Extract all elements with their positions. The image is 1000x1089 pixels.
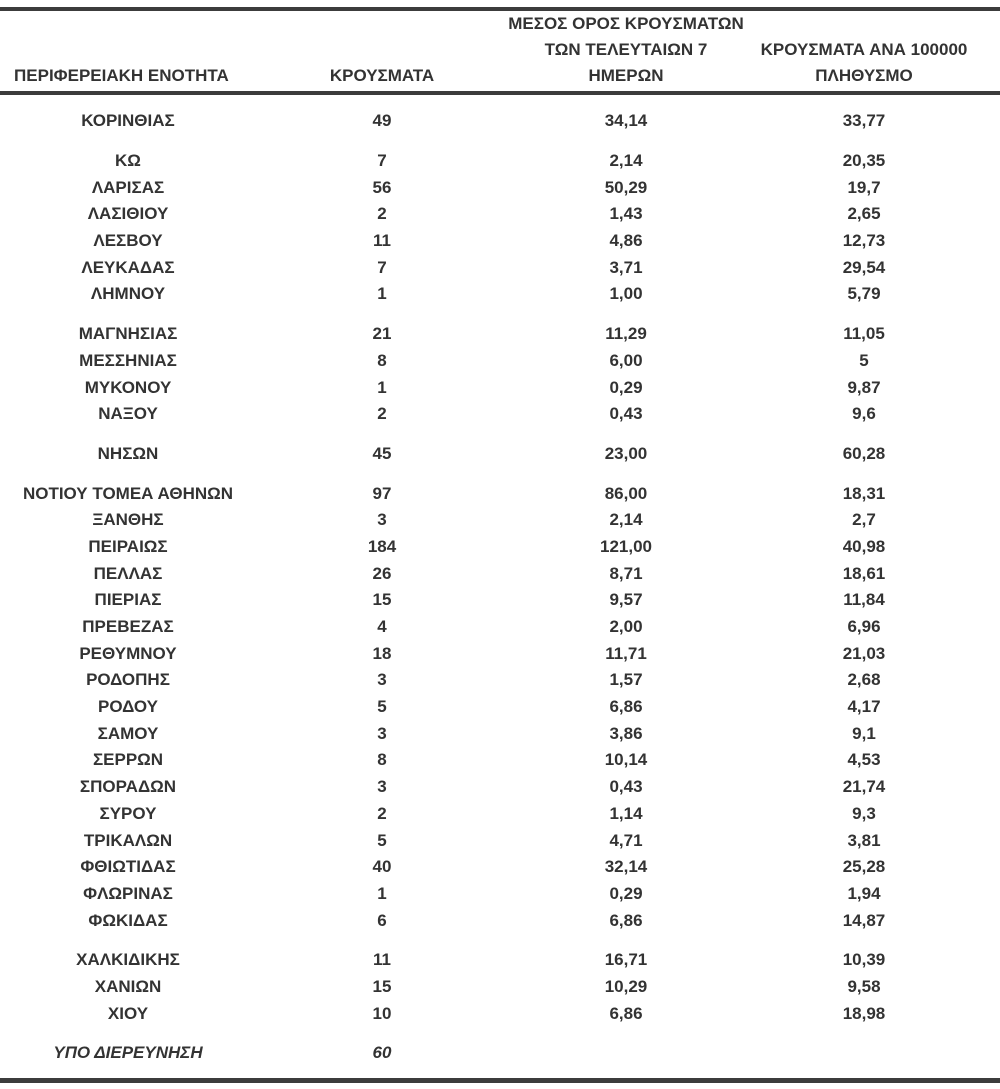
avg7-cell: 1,57 xyxy=(609,670,643,690)
table-row xyxy=(0,801,1000,828)
avg7-cell: 3,86 xyxy=(609,723,643,743)
region-name-cell: ΦΛΩΡΙΝΑΣ xyxy=(83,883,173,903)
table-header xyxy=(0,11,1000,89)
per100k-cell: 1,94 xyxy=(847,883,881,903)
table-row xyxy=(0,348,1000,375)
per100k-cell: 60,28 xyxy=(842,443,886,463)
table-row xyxy=(0,201,1000,228)
region-name-cell: ΣΠΟΡΑΔΩΝ xyxy=(79,777,177,797)
per100k-cell: 9,1 xyxy=(852,723,876,743)
header-avg7-line1: ΜΕΣΟΣ ΟΡΟΣ ΚΡΟΥΣΜΑΤΩΝ xyxy=(508,14,744,33)
header-avg7 xyxy=(508,11,744,91)
table-row xyxy=(0,534,1000,561)
region-name-cell: ΦΘΙΩΤΙΔΑΣ xyxy=(80,857,176,877)
table-row xyxy=(0,587,1000,614)
table-row xyxy=(0,881,1000,908)
region-name-cell: ΜΑΓΝΗΣΙΑΣ xyxy=(78,324,178,344)
region-name-cell: ΡΕΘΥΜΝΟΥ xyxy=(79,643,177,663)
header-per100k xyxy=(744,11,984,91)
table-row xyxy=(0,720,1000,747)
avg7-cell: 11,29 xyxy=(605,324,647,344)
table-row xyxy=(0,854,1000,881)
per100k-cell: 18,98 xyxy=(842,1003,886,1023)
header-avg7-line3: ΗΜΕΡΩΝ xyxy=(588,66,664,85)
cases-cell: 18 xyxy=(372,643,392,663)
avg7-cell: 6,86 xyxy=(609,910,643,930)
per100k-cell: 9,87 xyxy=(847,377,881,397)
avg7-cell: 50,29 xyxy=(604,177,648,197)
row-group xyxy=(0,441,1000,468)
table-row xyxy=(0,374,1000,401)
table-row xyxy=(0,907,1000,934)
per100k-cell: 33,77 xyxy=(842,111,886,131)
avg7-cell: 2,14 xyxy=(609,151,643,171)
avg7-cell: 0,29 xyxy=(609,883,643,903)
cases-cell: 2 xyxy=(377,204,387,224)
region-name-cell: ΜΕΣΣΗΝΙΑΣ xyxy=(79,350,177,370)
avg7-cell: 2,00 xyxy=(609,617,643,637)
cases-cell: 7 xyxy=(377,151,387,171)
per100k-cell: 29,54 xyxy=(842,257,886,277)
region-name-cell: ΛΕΥΚΑΔΑΣ xyxy=(81,257,175,277)
avg7-cell: 6,86 xyxy=(609,1003,643,1023)
avg7-cell: 3,71 xyxy=(609,257,643,277)
cases-cell: 10 xyxy=(372,1003,392,1023)
per100k-cell: 14,87 xyxy=(842,910,886,930)
per100k-cell: 9,3 xyxy=(852,803,876,823)
avg7-cell: 6,86 xyxy=(609,697,643,717)
avg7-cell: 0,43 xyxy=(609,777,643,797)
table-row xyxy=(0,108,1000,135)
region-name-cell: ΠΙΕΡΙΑΣ xyxy=(94,590,162,610)
avg7-cell: 23,00 xyxy=(604,443,648,463)
per100k-cell: 21,74 xyxy=(842,777,886,797)
cases-cell: 5 xyxy=(377,830,387,850)
region-name-cell: ΛΕΣΒΟΥ xyxy=(93,231,163,251)
cases-cell: 8 xyxy=(377,350,387,370)
avg7-cell: 11,71 xyxy=(605,643,647,663)
per100k-cell: 4,17 xyxy=(847,697,881,717)
per100k-cell: 10,39 xyxy=(842,950,886,970)
avg7-cell: 0,29 xyxy=(609,377,643,397)
cases-cell: 184 xyxy=(367,536,397,556)
cases-cell: 2 xyxy=(377,404,387,424)
region-name-cell: ΧΙΟΥ xyxy=(107,1003,149,1023)
region-name-cell: ΛΗΜΝΟΥ xyxy=(90,284,166,304)
table-row xyxy=(0,947,1000,974)
table-row xyxy=(0,667,1000,694)
table-row xyxy=(0,640,1000,667)
header-cases-label: ΚΡΟΥΣΜΑΤΑ xyxy=(329,66,435,85)
per100k-cell: 19,7 xyxy=(847,177,881,197)
table-row xyxy=(0,560,1000,587)
table-row xyxy=(0,827,1000,854)
per100k-cell: 20,35 xyxy=(842,151,886,171)
avg7-cell: 1,14 xyxy=(609,803,643,823)
region-name-cell: ΥΠΟ ΔΙΕΡΕΥΝΗΣΗ xyxy=(53,1043,203,1063)
row-group xyxy=(0,480,1000,934)
avg7-cell: 8,71 xyxy=(609,563,643,583)
avg7-cell: 4,71 xyxy=(609,830,643,850)
header-per100k-line1: ΚΡΟΥΣΜΑΤΑ ΑΝΑ 100000 xyxy=(760,40,968,59)
cases-cell: 4 xyxy=(377,617,387,637)
cases-cell: 3 xyxy=(377,723,387,743)
avg7-cell: 1,00 xyxy=(609,284,643,304)
avg7-cell: 0,43 xyxy=(609,404,643,424)
per100k-cell: 18,31 xyxy=(842,483,886,503)
per100k-cell: 18,61 xyxy=(842,563,886,583)
cases-cell: 8 xyxy=(377,750,387,770)
per100k-cell: 5 xyxy=(859,350,869,370)
per100k-cell: 11,84 xyxy=(843,590,885,610)
avg7-cell: 4,86 xyxy=(609,231,643,251)
per100k-cell: 4,53 xyxy=(847,750,881,770)
table-row xyxy=(0,614,1000,641)
cases-cell: 1 xyxy=(377,883,387,903)
avg7-cell: 86,00 xyxy=(604,483,648,503)
cases-cell: 3 xyxy=(377,510,387,530)
header-region-label: ΠΕΡΙΦΕΡΕΙΑΚΗ ΕΝΟΤΗΤΑ xyxy=(14,66,229,85)
header-per100k-line2: ΠΛΗΘΥΣΜΟ xyxy=(815,66,913,85)
table-row xyxy=(0,148,1000,175)
per100k-cell: 2,68 xyxy=(847,670,881,690)
row-group xyxy=(0,148,1000,308)
table-row xyxy=(0,441,1000,468)
row-group xyxy=(0,108,1000,135)
header-cases xyxy=(256,11,508,91)
table-row xyxy=(0,974,1000,1001)
avg7-cell: 2,14 xyxy=(609,510,643,530)
region-name-cell: ΠΕΙΡΑΙΩΣ xyxy=(88,536,168,556)
table-body xyxy=(0,95,1000,1067)
per100k-cell: 2,65 xyxy=(847,204,881,224)
region-name-cell: ΠΡΕΒΕΖΑΣ xyxy=(82,617,174,637)
region-name-cell: ΠΕΛΛΑΣ xyxy=(93,563,163,583)
avg7-cell: 10,14 xyxy=(604,750,648,770)
table-row xyxy=(0,1040,1000,1067)
table-row xyxy=(0,480,1000,507)
per100k-cell: 9,6 xyxy=(852,404,876,424)
table-row xyxy=(0,254,1000,281)
per100k-cell: 3,81 xyxy=(847,830,881,850)
bottom-rule xyxy=(0,1078,1000,1083)
avg7-cell: 34,14 xyxy=(604,111,648,131)
cases-cell: 3 xyxy=(377,670,387,690)
region-name-cell: ΧΑΝΙΩΝ xyxy=(94,976,162,996)
table-row xyxy=(0,401,1000,428)
table-row xyxy=(0,694,1000,721)
cases-cell: 56 xyxy=(372,177,392,197)
cases-cell: 45 xyxy=(372,443,392,463)
cases-cell: 15 xyxy=(372,976,392,996)
per100k-cell: 12,73 xyxy=(842,231,886,251)
region-name-cell: ΡΟΔΟΥ xyxy=(98,697,158,717)
region-name-cell: ΛΑΡΙΣΑΣ xyxy=(91,177,165,197)
cases-cell: 7 xyxy=(377,257,387,277)
avg7-cell: 10,29 xyxy=(604,976,648,996)
row-group xyxy=(0,1040,1000,1067)
cases-cell: 5 xyxy=(377,697,387,717)
avg7-cell: 32,14 xyxy=(604,857,648,877)
region-name-cell: ΝΟΤΙΟΥ ΤΟΜΕΑ ΑΘΗΝΩΝ xyxy=(22,483,234,503)
per100k-cell: 5,79 xyxy=(847,284,881,304)
region-name-cell: ΚΩ xyxy=(115,151,141,171)
region-name-cell: ΚΟΡΙΝΘΙΑΣ xyxy=(81,111,175,131)
cases-cell: 6 xyxy=(377,910,387,930)
table-row xyxy=(0,507,1000,534)
table-row xyxy=(0,321,1000,348)
header-region xyxy=(0,11,256,91)
region-name-cell: ΞΑΝΘΗΣ xyxy=(92,510,164,530)
region-name-cell: ΤΡΙΚΑΛΩΝ xyxy=(83,830,173,850)
avg7-cell: 121,00 xyxy=(600,536,652,556)
cases-cell: 15 xyxy=(372,590,392,610)
per100k-cell: 6,96 xyxy=(847,617,881,637)
avg7-cell: 16,71 xyxy=(604,950,648,970)
per100k-cell: 11,05 xyxy=(843,324,885,344)
per100k-cell: 21,03 xyxy=(842,643,886,663)
region-name-cell: ΣΑΜΟΥ xyxy=(97,723,159,743)
per100k-cell: 40,98 xyxy=(842,536,886,556)
cases-cell: 2 xyxy=(377,803,387,823)
row-group xyxy=(0,947,1000,1027)
cases-cell: 21 xyxy=(372,324,392,344)
region-name-cell: ΝΑΞΟΥ xyxy=(98,404,158,424)
table-row xyxy=(0,1000,1000,1027)
per100k-cell: 9,58 xyxy=(847,976,881,996)
row-group xyxy=(0,321,1000,428)
cases-cell: 26 xyxy=(372,563,392,583)
region-name-cell: ΡΟΔΟΠΗΣ xyxy=(86,670,170,690)
table-row xyxy=(0,174,1000,201)
cases-cell: 11 xyxy=(373,950,391,970)
region-name-cell: ΜΥΚΟΝΟΥ xyxy=(84,377,172,397)
region-name-cell: ΣΥΡΟΥ xyxy=(99,803,157,823)
header-avg7-line2: ΤΩΝ ΤΕΛΕΥΤΑΙΩΝ 7 xyxy=(544,40,708,59)
cases-cell: 11 xyxy=(373,231,391,251)
cases-cell: 49 xyxy=(372,111,392,131)
cases-cell: 60 xyxy=(372,1043,392,1063)
cases-cell: 40 xyxy=(372,857,392,877)
cases-cell: 1 xyxy=(377,284,387,304)
cases-cell: 1 xyxy=(377,377,387,397)
region-name-cell: ΧΑΛΚΙΔΙΚΗΣ xyxy=(76,950,180,970)
cases-cell: 3 xyxy=(377,777,387,797)
table-row xyxy=(0,747,1000,774)
per100k-cell: 2,7 xyxy=(852,510,876,530)
avg7-cell: 1,43 xyxy=(609,204,643,224)
table-row xyxy=(0,228,1000,255)
avg7-cell: 6,00 xyxy=(609,350,643,370)
avg7-cell: 9,57 xyxy=(609,590,643,610)
region-name-cell: ΛΑΣΙΘΙΟΥ xyxy=(87,204,169,224)
table-row xyxy=(0,281,1000,308)
table-row xyxy=(0,774,1000,801)
region-name-cell: ΦΩΚΙΔΑΣ xyxy=(88,910,168,930)
per100k-cell: 25,28 xyxy=(842,857,886,877)
region-name-cell: ΝΗΣΩΝ xyxy=(97,443,159,463)
cases-cell: 97 xyxy=(372,483,392,503)
region-name-cell: ΣΕΡΡΩΝ xyxy=(92,750,164,770)
